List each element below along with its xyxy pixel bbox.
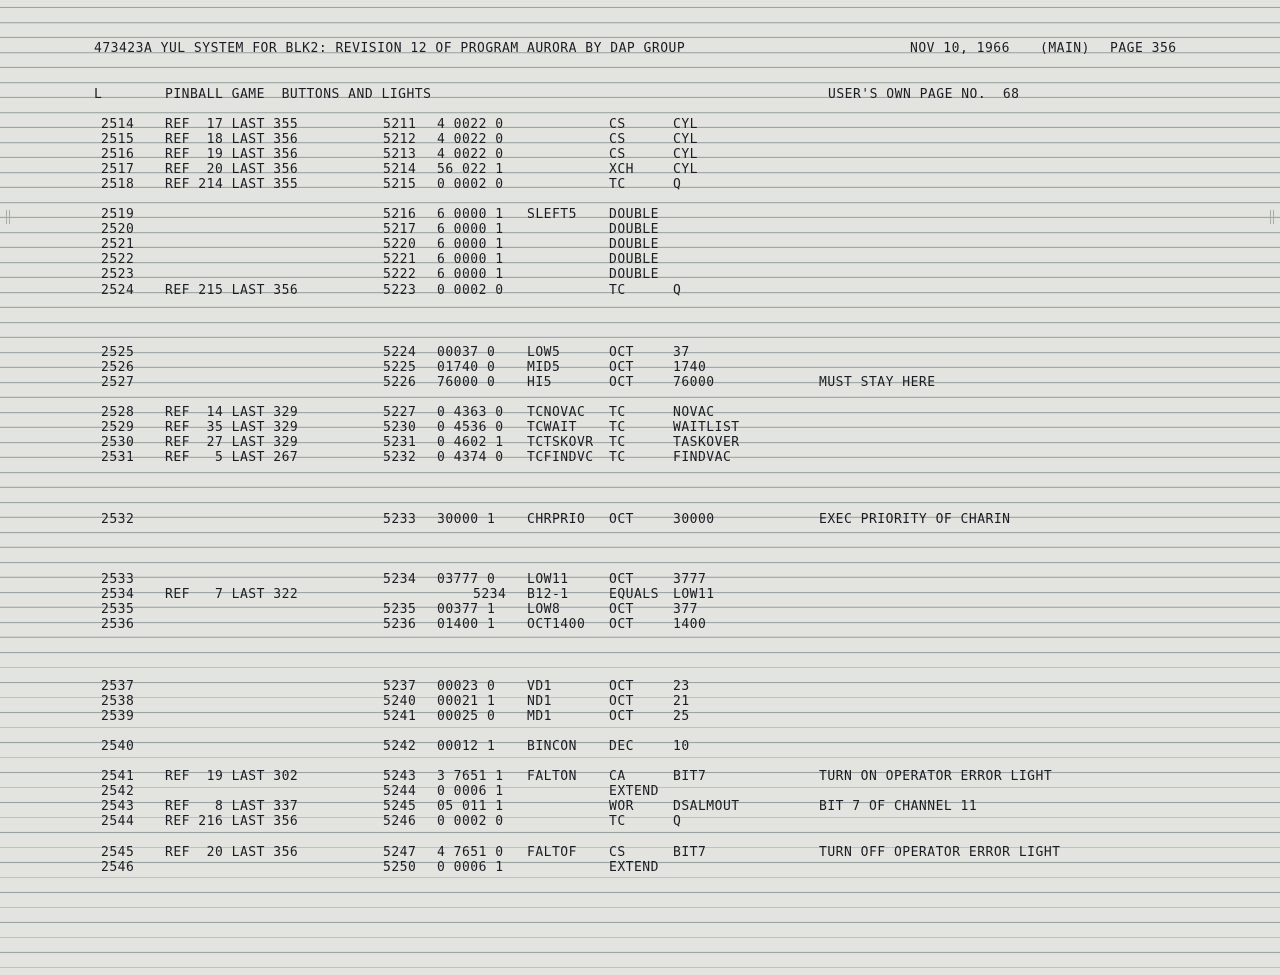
operand: Q	[673, 814, 682, 829]
object-code: 03777 0	[437, 572, 496, 587]
operand: 25	[673, 709, 690, 724]
label: MID5	[527, 360, 561, 375]
address: 5222	[383, 267, 417, 282]
operand: BIT7	[673, 845, 707, 860]
object-code: 05 011 1	[437, 799, 504, 814]
line-number: 2529	[101, 420, 135, 435]
object-code: 01400 1	[437, 617, 496, 632]
operand: CYL	[673, 147, 698, 162]
listing-row	[0, 283, 1280, 298]
opcode: DOUBLE	[609, 237, 659, 252]
object-code: 3 7651 1	[437, 769, 504, 784]
listing-row	[0, 512, 1280, 527]
label: VD1	[527, 679, 552, 694]
opcode: TC	[609, 814, 626, 829]
line-number: 2534	[101, 587, 135, 602]
operand: 21	[673, 694, 690, 709]
section-title: PINBALL GAME BUTTONS AND LIGHTS	[165, 87, 432, 102]
line-number: 2540	[101, 739, 135, 754]
label: TCFINDVC	[527, 450, 594, 465]
address: 5247	[383, 845, 417, 860]
listing-row	[0, 602, 1280, 617]
reference: REF 19 LAST 302	[165, 769, 299, 784]
object-code: 0 0002 0	[437, 283, 504, 298]
opcode: TC	[609, 420, 626, 435]
object-code: 6 0000 1	[437, 237, 504, 252]
line-number: 2532	[101, 512, 135, 527]
line-number: 2526	[101, 360, 135, 375]
line-number: 2523	[101, 267, 135, 282]
operand: 37	[673, 345, 690, 360]
address: 5221	[383, 252, 417, 267]
listing-date: NOV 10, 1966	[910, 41, 1010, 56]
operand: CYL	[673, 162, 698, 177]
listing-title: 473423A YUL SYSTEM FOR BLK2: REVISION 12 OF PROGRAM AURORA BY DAP GROUP	[94, 41, 686, 56]
operand: 23	[673, 679, 690, 694]
address: 5232	[383, 450, 417, 465]
opcode: OCT	[609, 602, 634, 617]
line-number: 2527	[101, 375, 135, 390]
opcode: OCT	[609, 360, 634, 375]
reference: REF 8 LAST 337	[165, 799, 299, 814]
line-number: 2544	[101, 814, 135, 829]
opcode: DOUBLE	[609, 207, 659, 222]
reference: REF 20 LAST 356	[165, 845, 299, 860]
object-code: 4 0022 0	[437, 147, 504, 162]
object-code: 30000 1	[437, 512, 496, 527]
reference: REF 214 LAST 355	[165, 177, 299, 192]
address: 5237	[383, 679, 417, 694]
listing-row	[0, 375, 1280, 390]
listing-row	[0, 572, 1280, 587]
object-code: 0 4602 1	[437, 435, 504, 450]
line-number: 2519	[101, 207, 135, 222]
listing-row	[0, 405, 1280, 420]
listing-row	[0, 450, 1280, 465]
label: CHRPRIO	[527, 512, 586, 527]
line-number: 2543	[101, 799, 135, 814]
opcode: TC	[609, 283, 626, 298]
object-code: 76000 0	[437, 375, 496, 390]
listing-row	[0, 345, 1280, 360]
object-code: 00023 0	[437, 679, 496, 694]
operand: 1400	[673, 617, 707, 632]
operand: Q	[673, 283, 682, 298]
opcode: EXTEND	[609, 784, 659, 799]
opcode: CA	[609, 769, 626, 784]
address: 5217	[383, 222, 417, 237]
operand: 3777	[673, 572, 707, 587]
operand: 1740	[673, 360, 707, 375]
address: 5234	[383, 572, 417, 587]
object-code: 00037 0	[437, 345, 496, 360]
address: 5243	[383, 769, 417, 784]
opcode: OCT	[609, 345, 634, 360]
user-page-number: USER'S OWN PAGE NO. 68	[828, 87, 1020, 102]
operand: TASKOVER	[673, 435, 740, 450]
listing-row	[0, 784, 1280, 799]
comment: TURN OFF OPERATOR ERROR LIGHT	[819, 845, 1061, 860]
address: 5250	[383, 860, 417, 875]
listing-row	[0, 420, 1280, 435]
label: MD1	[527, 709, 552, 724]
line-number: 2530	[101, 435, 135, 450]
address: 5244	[383, 784, 417, 799]
listing-row	[0, 360, 1280, 375]
line-number: 2521	[101, 237, 135, 252]
listing-row	[0, 679, 1280, 694]
comment: EXEC PRIORITY OF CHARIN	[819, 512, 1011, 527]
opcode: WOR	[609, 799, 634, 814]
listing-row	[0, 617, 1280, 632]
line-number: 2546	[101, 860, 135, 875]
listing-row	[0, 587, 1280, 602]
opcode: CS	[609, 845, 626, 860]
label: LOW5	[527, 345, 561, 360]
object-code: 00021 1	[437, 694, 496, 709]
listing-row	[0, 162, 1280, 177]
listing-row	[0, 435, 1280, 450]
line-number: 2533	[101, 572, 135, 587]
reference: REF 5 LAST 267	[165, 450, 299, 465]
address: 5213	[383, 147, 417, 162]
label: TCWAIT	[527, 420, 577, 435]
object-code: 0 0002 0	[437, 177, 504, 192]
object-code: 0 0002 0	[437, 814, 504, 829]
label: LOW11	[527, 572, 569, 587]
reference: REF 27 LAST 329	[165, 435, 299, 450]
address: 5231	[383, 435, 417, 450]
line-number: 2541	[101, 769, 135, 784]
label: TCTSKOVR	[527, 435, 594, 450]
line-number: 2539	[101, 709, 135, 724]
object-code: 0 0006 1	[437, 860, 504, 875]
opcode: OCT	[609, 375, 634, 390]
label: LOW8	[527, 602, 561, 617]
address: 5241	[383, 709, 417, 724]
operand: Q	[673, 177, 682, 192]
object-code: 6 0000 1	[437, 207, 504, 222]
address: 5233	[383, 512, 417, 527]
listing-mode: (MAIN)	[1040, 41, 1090, 56]
opcode: OCT	[609, 679, 634, 694]
address: 5216	[383, 207, 417, 222]
listing-row	[0, 117, 1280, 132]
operand: LOW11	[673, 587, 715, 602]
opcode: CS	[609, 147, 626, 162]
comment: TURN ON OPERATOR ERROR LIGHT	[819, 769, 1053, 784]
operand: 10	[673, 739, 690, 754]
address: 5236	[383, 617, 417, 632]
reference: REF 35 LAST 329	[165, 420, 299, 435]
object-code: 00025 0	[437, 709, 496, 724]
line-number: 2518	[101, 177, 135, 192]
object-code: 56 022 1	[437, 162, 504, 177]
opcode: OCT	[609, 617, 634, 632]
line-number: 2525	[101, 345, 135, 360]
address: 5240	[383, 694, 417, 709]
listing-row	[0, 709, 1280, 724]
listing-row	[0, 177, 1280, 192]
address: 5235	[383, 602, 417, 617]
address: 5227	[383, 405, 417, 420]
reference: REF 7 LAST 322	[165, 587, 299, 602]
line-number: 2514	[101, 117, 135, 132]
line-number: 2537	[101, 679, 135, 694]
object-code: 6 0000 1	[437, 222, 504, 237]
object-code: 0 0006 1	[437, 784, 504, 799]
address: 5246	[383, 814, 417, 829]
opcode: DOUBLE	[609, 252, 659, 267]
address: 5223	[383, 283, 417, 298]
line-number: 2545	[101, 845, 135, 860]
line-number: 2524	[101, 283, 135, 298]
operand: DSALMOUT	[673, 799, 740, 814]
object-code: 01740 0	[437, 360, 496, 375]
opcode: TC	[609, 177, 626, 192]
reference: REF 20 LAST 356	[165, 162, 299, 177]
opcode: XCH	[609, 162, 634, 177]
comment: BIT 7 OF CHANNEL 11	[819, 799, 978, 814]
operand: CYL	[673, 132, 698, 147]
page-number: PAGE 356	[1110, 41, 1177, 56]
label: FALTON	[527, 769, 577, 784]
listing-flag: L	[94, 87, 103, 102]
line-number: 2535	[101, 602, 135, 617]
listing-row	[0, 267, 1280, 282]
address: 5214	[383, 162, 417, 177]
operand: 30000	[673, 512, 715, 527]
line-number: 2516	[101, 147, 135, 162]
object-code: 0 4374 0	[437, 450, 504, 465]
address: 5220	[383, 237, 417, 252]
label: TCNOVAC	[527, 405, 586, 420]
listing-row	[0, 237, 1280, 252]
address: 5212	[383, 132, 417, 147]
address: 5215	[383, 177, 417, 192]
opcode: CS	[609, 132, 626, 147]
label: OCT1400	[527, 617, 586, 632]
reference: REF 14 LAST 329	[165, 405, 299, 420]
listing-row	[0, 799, 1280, 814]
operand: WAITLIST	[673, 420, 740, 435]
opcode: OCT	[609, 709, 634, 724]
object-code: 4 0022 0	[437, 117, 504, 132]
line-number: 2531	[101, 450, 135, 465]
opcode: OCT	[609, 694, 634, 709]
reference: REF 18 LAST 356	[165, 132, 299, 147]
label: HI5	[527, 375, 552, 390]
line-number: 2522	[101, 252, 135, 267]
opcode: CS	[609, 117, 626, 132]
line-number: 2538	[101, 694, 135, 709]
address: 5230	[383, 420, 417, 435]
address: 5245	[383, 799, 417, 814]
object-code: 6 0000 1	[437, 252, 504, 267]
label: BINCON	[527, 739, 577, 754]
reference: REF 216 LAST 356	[165, 814, 299, 829]
line-number: 2515	[101, 132, 135, 147]
object-code: 00377 1	[437, 602, 496, 617]
operand: 377	[673, 602, 698, 617]
opcode: DOUBLE	[609, 267, 659, 282]
operand: FINDVAC	[673, 450, 732, 465]
listing-row	[0, 739, 1280, 754]
listing-row	[0, 814, 1280, 829]
line-number: 2528	[101, 405, 135, 420]
listing-row	[0, 222, 1280, 237]
operand: NOVAC	[673, 405, 715, 420]
label: FALTOF	[527, 845, 577, 860]
object-code: 0 4536 0	[437, 420, 504, 435]
operand: 76000	[673, 375, 715, 390]
opcode: DEC	[609, 739, 634, 754]
line-number: 2517	[101, 162, 135, 177]
object-code: 5234	[473, 587, 507, 602]
reference: REF 17 LAST 355	[165, 117, 299, 132]
line-number: 2536	[101, 617, 135, 632]
reference: REF 19 LAST 356	[165, 147, 299, 162]
object-code: 4 0022 0	[437, 132, 504, 147]
label: B12-1	[527, 587, 569, 602]
address: 5225	[383, 360, 417, 375]
operand: BIT7	[673, 769, 707, 784]
comment: MUST STAY HERE	[819, 375, 936, 390]
opcode: OCT	[609, 512, 634, 527]
opcode: TC	[609, 405, 626, 420]
listing-row	[0, 132, 1280, 147]
address: 5211	[383, 117, 417, 132]
listing-row	[0, 769, 1280, 784]
object-code: 4 7651 0	[437, 845, 504, 860]
label: ND1	[527, 694, 552, 709]
address: 5226	[383, 375, 417, 390]
opcode: TC	[609, 450, 626, 465]
opcode: EQUALS	[609, 587, 659, 602]
object-code: 6 0000 1	[437, 267, 504, 282]
listing-row	[0, 207, 1280, 222]
reference: REF 215 LAST 356	[165, 283, 299, 298]
listing-row	[0, 860, 1280, 875]
address: 5224	[383, 345, 417, 360]
label: SLEFT5	[527, 207, 577, 222]
operand: CYL	[673, 117, 698, 132]
listing-row	[0, 845, 1280, 860]
listing-row	[0, 147, 1280, 162]
object-code: 00012 1	[437, 739, 496, 754]
opcode: TC	[609, 435, 626, 450]
object-code: 0 4363 0	[437, 405, 504, 420]
opcode: DOUBLE	[609, 222, 659, 237]
line-number: 2520	[101, 222, 135, 237]
listing-row	[0, 252, 1280, 267]
line-number: 2542	[101, 784, 135, 799]
opcode: OCT	[609, 572, 634, 587]
listing-row	[0, 694, 1280, 709]
opcode: EXTEND	[609, 860, 659, 875]
address: 5242	[383, 739, 417, 754]
